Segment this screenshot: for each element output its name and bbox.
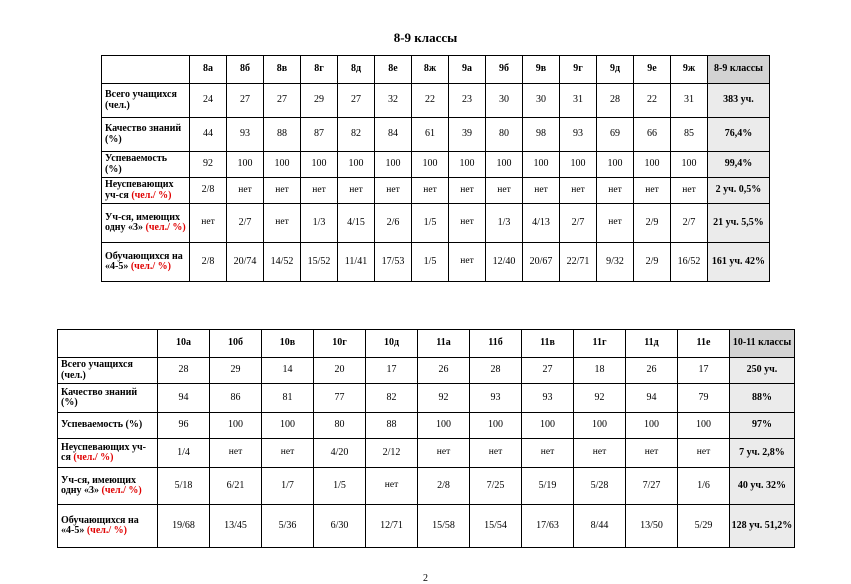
value-cell: 15/54 <box>470 505 522 548</box>
class-column-header: 9е <box>634 56 671 84</box>
value-cell: нет <box>597 178 634 204</box>
value-cell: нет <box>671 178 708 204</box>
value-cell: 96 <box>158 413 210 439</box>
row-unit-note: (чел./ %) <box>130 261 171 272</box>
total-column-header: 10-11 классы <box>730 330 795 358</box>
class-column-header: 9г <box>560 56 597 84</box>
value-cell: 88 <box>366 413 418 439</box>
row-label <box>102 84 190 118</box>
value-cell: нет <box>412 178 449 204</box>
row-label-text: Обучающихся на «4-5» <box>61 514 139 536</box>
value-cell: 2/9 <box>634 243 671 282</box>
value-cell: 2/7 <box>671 204 708 243</box>
row-label-text: Уч-ся, имеющих одну «3» <box>105 211 181 233</box>
row-label <box>102 204 190 243</box>
class-column-header: 11г <box>574 330 626 358</box>
total-cell: 40 уч. 32% <box>730 468 795 505</box>
class-column-header: 10б <box>210 330 262 358</box>
value-cell: 17 <box>678 358 730 384</box>
class-column-header: 8ж <box>412 56 449 84</box>
value-cell: 2/8 <box>418 468 470 505</box>
row-label <box>102 152 190 178</box>
value-cell: 93 <box>522 384 574 413</box>
value-cell: 2/8 <box>190 178 227 204</box>
class-column-header: 11д <box>626 330 678 358</box>
value-cell: 4/20 <box>314 439 366 468</box>
grades-8-9-row <box>102 204 770 243</box>
value-cell: нет <box>375 178 412 204</box>
value-cell: 22 <box>634 84 671 118</box>
value-cell: 13/50 <box>626 505 678 548</box>
value-cell: нет <box>449 243 486 282</box>
value-cell: 82 <box>338 118 375 152</box>
total-cell: 76,4% <box>708 118 770 152</box>
value-cell: 27 <box>264 84 301 118</box>
value-cell: 5/28 <box>574 468 626 505</box>
row-unit-note: (чел./ %) <box>73 452 114 463</box>
grades-10-11-row <box>58 358 795 384</box>
total-cell: 21 уч. 5,5% <box>708 204 770 243</box>
value-cell: 30 <box>523 84 560 118</box>
grades-10-11-header-row <box>58 330 795 358</box>
value-cell: нет <box>227 178 264 204</box>
class-column-header: 9в <box>523 56 560 84</box>
grades-8-9-table <box>101 55 770 282</box>
value-cell: 100 <box>449 152 486 178</box>
value-cell: нет <box>449 178 486 204</box>
value-cell: 100 <box>301 152 338 178</box>
value-cell: 1/3 <box>486 204 523 243</box>
row-label-text: Успеваемость (%) <box>105 153 168 175</box>
value-cell: 94 <box>626 384 678 413</box>
value-cell: 100 <box>522 413 574 439</box>
value-cell: 7/25 <box>470 468 522 505</box>
row-label-text: Всего учащихся (чел.) <box>61 359 133 381</box>
total-cell: 128 уч. 51,2% <box>730 505 795 548</box>
value-cell: 9/32 <box>597 243 634 282</box>
value-cell: 20/67 <box>523 243 560 282</box>
corner-cell <box>58 330 158 358</box>
row-label <box>58 468 158 505</box>
value-cell: 81 <box>262 384 314 413</box>
grades-10-11-row <box>58 505 795 548</box>
grades-10-11-table <box>57 329 795 548</box>
class-column-header: 8б <box>227 56 264 84</box>
row-label <box>58 384 158 413</box>
value-cell: 2/8 <box>190 243 227 282</box>
value-cell: нет <box>522 439 574 468</box>
value-cell: 79 <box>678 384 730 413</box>
class-column-header: 11в <box>522 330 574 358</box>
corner-cell <box>102 56 190 84</box>
value-cell: 92 <box>418 384 470 413</box>
value-cell: нет <box>634 178 671 204</box>
row-label <box>102 118 190 152</box>
value-cell: нет <box>574 439 626 468</box>
value-cell: 31 <box>671 84 708 118</box>
value-cell: 100 <box>210 413 262 439</box>
value-cell: 44 <box>190 118 227 152</box>
value-cell: 87 <box>301 118 338 152</box>
value-cell: 28 <box>158 358 210 384</box>
total-column-header: 8-9 классы <box>708 56 770 84</box>
class-column-header: 9а <box>449 56 486 84</box>
value-cell: 22/71 <box>560 243 597 282</box>
class-column-header: 8е <box>375 56 412 84</box>
value-cell: 27 <box>338 84 375 118</box>
value-cell: 28 <box>597 84 634 118</box>
value-cell: 6/21 <box>210 468 262 505</box>
value-cell: 17/53 <box>375 243 412 282</box>
value-cell: нет <box>190 204 227 243</box>
value-cell: 1/7 <box>262 468 314 505</box>
value-cell: 20 <box>314 358 366 384</box>
class-column-header: 11е <box>678 330 730 358</box>
value-cell: 6/30 <box>314 505 366 548</box>
class-column-header: 8д <box>338 56 375 84</box>
grades-10-11-row <box>58 413 795 439</box>
value-cell: 30 <box>486 84 523 118</box>
class-column-header: 10д <box>366 330 418 358</box>
total-cell: 2 уч. 0,5% <box>708 178 770 204</box>
value-cell: 1/5 <box>412 204 449 243</box>
value-cell: 29 <box>301 84 338 118</box>
value-cell: 4/15 <box>338 204 375 243</box>
class-column-header: 11б <box>470 330 522 358</box>
grades-8-9-header-row <box>102 56 770 84</box>
value-cell: 17/63 <box>522 505 574 548</box>
value-cell: 100 <box>338 152 375 178</box>
value-cell: 19/68 <box>158 505 210 548</box>
value-cell: 23 <box>449 84 486 118</box>
row-label-text: Качество знаний (%) <box>105 123 182 145</box>
value-cell: 13/45 <box>210 505 262 548</box>
value-cell: 1/5 <box>314 468 366 505</box>
row-label-text: Всего учащихся (чел.) <box>105 89 177 111</box>
row-label <box>58 358 158 384</box>
total-cell: 383 уч. <box>708 84 770 118</box>
grades-8-9-row <box>102 152 770 178</box>
row-unit-note: (чел./ %) <box>86 525 127 536</box>
total-cell: 7 уч. 2,8% <box>730 439 795 468</box>
value-cell: 100 <box>634 152 671 178</box>
total-cell: 97% <box>730 413 795 439</box>
value-cell: нет <box>264 204 301 243</box>
value-cell: 84 <box>375 118 412 152</box>
value-cell: 27 <box>227 84 264 118</box>
value-cell: 85 <box>671 118 708 152</box>
value-cell: нет <box>678 439 730 468</box>
row-unit-note: (чел./ %) <box>101 485 142 496</box>
value-cell: нет <box>210 439 262 468</box>
value-cell: 69 <box>597 118 634 152</box>
class-column-header: 11а <box>418 330 470 358</box>
class-column-header: 8г <box>301 56 338 84</box>
grades-8-9-row <box>102 178 770 204</box>
section-title: 8-9 классы <box>393 30 458 45</box>
value-cell: 26 <box>418 358 470 384</box>
value-cell: 11/41 <box>338 243 375 282</box>
value-cell: нет <box>486 178 523 204</box>
value-cell: нет <box>449 204 486 243</box>
class-column-header: 9б <box>486 56 523 84</box>
value-cell: 31 <box>560 84 597 118</box>
value-cell: 16/52 <box>671 243 708 282</box>
value-cell: 2/7 <box>227 204 264 243</box>
row-label <box>58 505 158 548</box>
value-cell: 17 <box>366 358 418 384</box>
value-cell: 1/6 <box>678 468 730 505</box>
row-label-text: Обучающихся на «4-5» <box>105 250 183 272</box>
grades-10-11-row <box>58 439 795 468</box>
value-cell: 4/13 <box>523 204 560 243</box>
value-cell: 100 <box>486 152 523 178</box>
value-cell: 5/29 <box>678 505 730 548</box>
value-cell: 5/18 <box>158 468 210 505</box>
value-cell: 77 <box>314 384 366 413</box>
row-label-text: Неуспевающих уч-ся <box>61 441 147 463</box>
row-label-text: Качество знаний (%) <box>61 386 138 408</box>
value-cell: 100 <box>574 413 626 439</box>
value-cell: 80 <box>314 413 366 439</box>
value-cell: 100 <box>470 413 522 439</box>
grades-8-9-row <box>102 118 770 152</box>
value-cell: 80 <box>486 118 523 152</box>
row-unit-note: (чел./ %) <box>131 189 172 201</box>
value-cell: нет <box>262 439 314 468</box>
row-unit-note: (чел./ %) <box>145 222 186 233</box>
value-cell: 100 <box>375 152 412 178</box>
value-cell: 12/40 <box>486 243 523 282</box>
value-cell: нет <box>366 468 418 505</box>
value-cell: 100 <box>227 152 264 178</box>
class-column-header: 9ж <box>671 56 708 84</box>
value-cell: нет <box>597 204 634 243</box>
value-cell: 100 <box>262 413 314 439</box>
value-cell: 14/52 <box>264 243 301 282</box>
value-cell: 94 <box>158 384 210 413</box>
value-cell: 2/9 <box>634 204 671 243</box>
grades-10-11-row <box>58 384 795 413</box>
class-column-header: 8а <box>190 56 227 84</box>
total-cell: 250 уч. <box>730 358 795 384</box>
class-column-header: 8в <box>264 56 301 84</box>
value-cell: 93 <box>227 118 264 152</box>
value-cell: 1/3 <box>301 204 338 243</box>
grades-10-11-row <box>58 468 795 505</box>
value-cell: 15/52 <box>301 243 338 282</box>
value-cell: 66 <box>634 118 671 152</box>
class-column-header: 10в <box>262 330 314 358</box>
value-cell: 12/71 <box>366 505 418 548</box>
value-cell: нет <box>338 178 375 204</box>
total-cell: 88% <box>730 384 795 413</box>
row-label-text: Неуспевающих уч-ся <box>105 179 174 201</box>
value-cell: 22 <box>412 84 449 118</box>
value-cell: 100 <box>264 152 301 178</box>
value-cell: 27 <box>522 358 574 384</box>
value-cell: 100 <box>671 152 708 178</box>
class-column-header: 10г <box>314 330 366 358</box>
class-column-header: 9д <box>597 56 634 84</box>
value-cell: нет <box>264 178 301 204</box>
row-label <box>58 413 158 439</box>
value-cell: 100 <box>412 152 449 178</box>
value-cell: 82 <box>366 384 418 413</box>
value-cell: 2/7 <box>560 204 597 243</box>
value-cell: 86 <box>210 384 262 413</box>
class-column-header: 10а <box>158 330 210 358</box>
row-label <box>102 178 190 204</box>
grades-8-9-row <box>102 243 770 282</box>
value-cell: 1/5 <box>412 243 449 282</box>
value-cell: 8/44 <box>574 505 626 548</box>
value-cell: 7/27 <box>626 468 678 505</box>
value-cell: 93 <box>470 384 522 413</box>
value-cell: 100 <box>597 152 634 178</box>
value-cell: 98 <box>523 118 560 152</box>
value-cell: 100 <box>678 413 730 439</box>
value-cell: нет <box>470 439 522 468</box>
total-cell: 161 уч. 42% <box>708 243 770 282</box>
value-cell: 92 <box>190 152 227 178</box>
value-cell: 92 <box>574 384 626 413</box>
value-cell: 93 <box>560 118 597 152</box>
value-cell: нет <box>626 439 678 468</box>
value-cell: 1/4 <box>158 439 210 468</box>
value-cell: 24 <box>190 84 227 118</box>
page-number: 2 <box>423 573 428 584</box>
row-label-text: Успеваемость (%) <box>61 419 143 431</box>
value-cell: нет <box>560 178 597 204</box>
value-cell: 5/36 <box>262 505 314 548</box>
value-cell: 39 <box>449 118 486 152</box>
value-cell: нет <box>301 178 338 204</box>
row-label <box>58 439 158 468</box>
value-cell: 26 <box>626 358 678 384</box>
value-cell: 18 <box>574 358 626 384</box>
row-label-text: Уч-ся, имеющих одну «3» <box>61 474 137 496</box>
value-cell: 100 <box>560 152 597 178</box>
value-cell: 100 <box>418 413 470 439</box>
total-cell: 99,4% <box>708 152 770 178</box>
value-cell: 20/74 <box>227 243 264 282</box>
value-cell: 2/12 <box>366 439 418 468</box>
value-cell: нет <box>523 178 560 204</box>
value-cell: 2/6 <box>375 204 412 243</box>
value-cell: 61 <box>412 118 449 152</box>
value-cell: 5/19 <box>522 468 574 505</box>
row-label <box>102 243 190 282</box>
value-cell: 29 <box>210 358 262 384</box>
value-cell: 100 <box>626 413 678 439</box>
grades-8-9-row <box>102 84 770 118</box>
value-cell: 88 <box>264 118 301 152</box>
value-cell: 32 <box>375 84 412 118</box>
value-cell: 100 <box>523 152 560 178</box>
value-cell: 14 <box>262 358 314 384</box>
value-cell: нет <box>418 439 470 468</box>
value-cell: 15/58 <box>418 505 470 548</box>
value-cell: 28 <box>470 358 522 384</box>
